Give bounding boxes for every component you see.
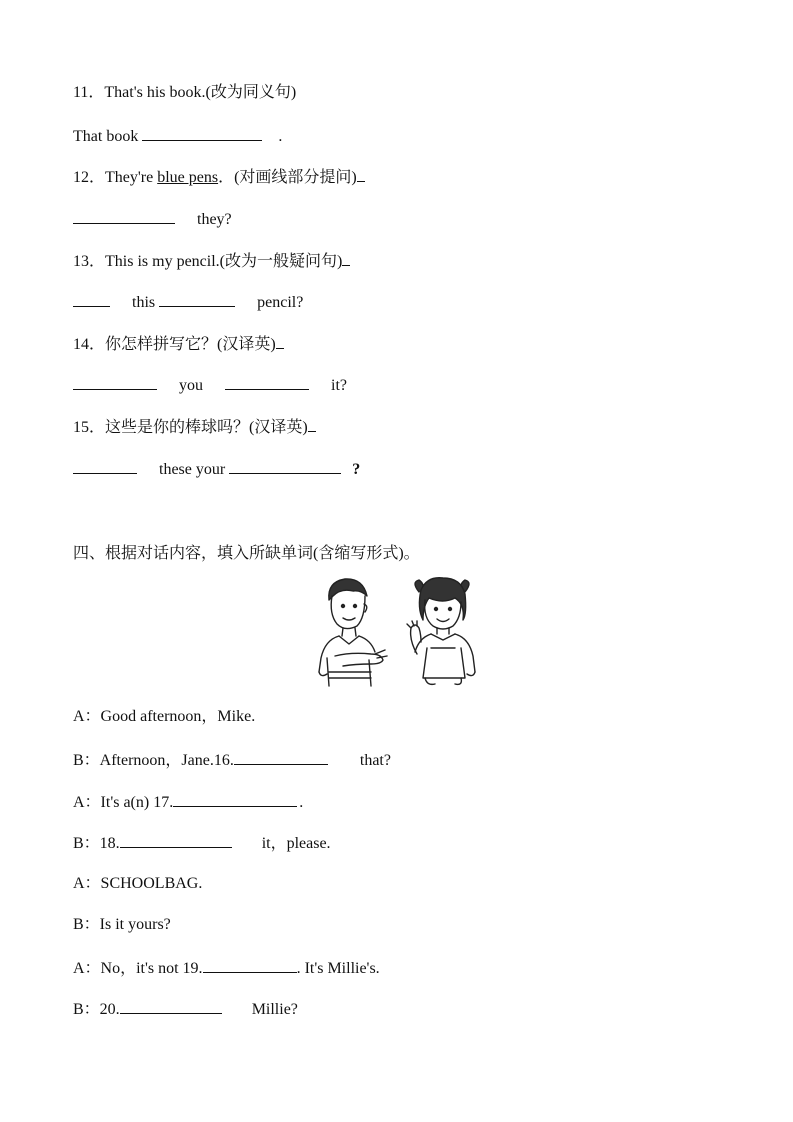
blank-13-b[interactable] [159, 291, 235, 307]
question-12-pre: 12．They're [73, 169, 158, 186]
dialog-line-4 [73, 832, 331, 854]
blank-16[interactable] [234, 749, 328, 765]
question-14-trail-mark [276, 333, 284, 349]
dialog-line-4-post: it，please. [261, 835, 331, 852]
dialog-line-3-post: . [299, 794, 304, 811]
dialog-line-8-post: Millie? [251, 1001, 298, 1018]
answer-11-period: . [278, 128, 283, 145]
blank-12[interactable] [73, 208, 175, 224]
dialog-line-1: A：Good afternoon，Mike. [73, 708, 256, 725]
dialog-line-2-pre: B：Afternoon，Jane.16. [73, 752, 234, 769]
blank-14-a[interactable] [73, 374, 157, 390]
dialog-line-2 [73, 749, 391, 771]
dialog-line-7-post: . It's Millie's. [296, 960, 380, 977]
answer-14 [73, 374, 347, 396]
answer-13-this: this [132, 294, 156, 311]
section-4-heading: 四、根据对话内容，填入所缺单词(含缩写形式)。 [73, 545, 420, 562]
answer-11 [73, 125, 282, 147]
question-12-trail-mark [357, 166, 365, 182]
answer-14-you: you [179, 377, 203, 394]
dialog-line-3 [73, 791, 303, 813]
blank-19[interactable] [203, 957, 297, 973]
blank-15-b[interactable] [229, 458, 341, 474]
question-15-text: 15．这些是你的棒球吗？(汉译英) [73, 419, 308, 436]
blank-17[interactable] [173, 791, 297, 807]
answer-11-prefix: That book [73, 128, 139, 145]
question-13-text: 13．This is my pencil.(改为一般疑问句) [73, 253, 343, 270]
dialog-line-4-pre: B：18. [73, 835, 120, 852]
blank-11[interactable] [142, 125, 262, 141]
question-12-underlined: blue pens [157, 169, 219, 186]
blank-15-a[interactable] [73, 458, 137, 474]
answer-15-these-your: these your [159, 461, 226, 478]
answer-12-text: they? [197, 211, 232, 228]
question-12 [73, 166, 365, 188]
blank-20[interactable] [120, 998, 222, 1014]
answer-14-it: it? [331, 377, 347, 394]
dialog-line-8 [73, 998, 298, 1020]
dialog-line-7-pre: A：No，it's not 19. [73, 960, 203, 977]
answer-12 [73, 208, 232, 230]
question-12-post: ．(对画线部分提问) [218, 169, 357, 186]
blank-18[interactable] [120, 832, 232, 848]
dialog-line-2-post: that? [359, 752, 391, 769]
boy-girl-illustration-icon [315, 574, 480, 690]
question-13-trail-mark [342, 250, 350, 266]
question-14-text: 14．你怎样拼写它？(汉译英) [73, 336, 276, 353]
dialog-line-8-pre: B：20. [73, 1001, 120, 1018]
dialog-line-7 [73, 957, 380, 979]
question-15-trail-mark [308, 416, 316, 432]
dialog-line-6: B：Is it yours? [73, 916, 171, 933]
question-14 [73, 333, 284, 355]
question-13 [73, 250, 350, 272]
answer-15 [73, 458, 360, 480]
question-15 [73, 416, 316, 438]
dialog-line-5: A：SCHOOLBAG. [73, 875, 203, 892]
answer-13-pencil: pencil? [257, 294, 304, 311]
question-11: 11．That's his book.(改为同义句) [73, 84, 297, 101]
blank-14-b[interactable] [225, 374, 309, 390]
answer-15-qmark: ? [352, 461, 361, 478]
answer-13 [73, 291, 303, 313]
blank-13-a[interactable] [73, 291, 110, 307]
dialog-line-3-pre: A：It's a(n) 17. [73, 794, 174, 811]
